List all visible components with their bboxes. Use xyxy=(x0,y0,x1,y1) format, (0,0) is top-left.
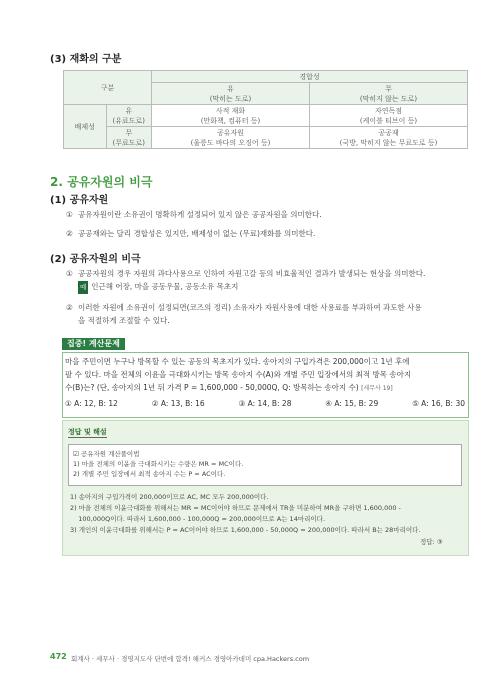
section-2-title: 2. 공유자원의 비극 xyxy=(50,175,153,189)
page-number: 472 xyxy=(50,652,67,661)
example-tag: 예 xyxy=(78,281,88,294)
calc-source: [세무사 19] xyxy=(361,385,393,392)
example-text: 인근해 어장, 마을 공동우물, 공동소유 목초지 xyxy=(91,282,239,291)
choices-row xyxy=(65,397,465,410)
sub1-item-1-num: ① xyxy=(66,210,73,219)
choice-1: ① A: 12, B: 12 xyxy=(65,399,118,408)
natural-monopoly-example: (케이블 티브이 등) xyxy=(359,116,418,125)
method-title: ☑ 공유자원 계산풀이법 xyxy=(73,450,140,458)
excl-no-cell xyxy=(106,127,152,149)
public-good: 공공재 xyxy=(378,128,399,137)
rivalry-yes: 유 xyxy=(227,84,234,93)
table-header-rivalry: 경합성 xyxy=(152,71,468,83)
footer-text: 회계사 · 세무사 · 경영지도사 단번에 합격! 해커스 경영아카데미 cpa.Hackers.com xyxy=(71,655,310,663)
sub2-item-2-line1: 이러한 자원에 소유권이 설정되면(코즈의 정리) 소유자가 자원사용에 대한 사용료를 부과하여 과도한 사용 xyxy=(78,303,422,312)
answer-tag: 정답 및 해설 xyxy=(68,428,107,436)
excl-yes-sub: (유료도로) xyxy=(112,116,146,125)
sub1-item-2-text: 공공재와는 달리 경합성은 있지만, 배제성이 없는 (무료)재화를 의미한다. xyxy=(78,229,316,238)
sub2-item-2-num: ② xyxy=(66,303,73,312)
calc-line-1: 마을 주민이면 누구나 방목할 수 있는 공동의 목초지가 있다. 송아지의 구입가격은 200,000이고 1년 후에 xyxy=(65,357,410,366)
sub1-item-1-text: 공유자원이란 소유권이 명확하게 설정되어 있지 않은 공공자원을 의미한다. xyxy=(78,210,322,219)
rivalry-no: 무 xyxy=(385,84,392,93)
sub2-item-2-line2: 을 적절하게 조절할 수 있다. xyxy=(78,316,170,325)
table-header-excludability: 배제성 xyxy=(64,105,107,149)
sub1-item-2-num: ② xyxy=(66,229,73,238)
calc-problem-box xyxy=(62,352,469,418)
sub1-item-1 xyxy=(66,208,322,221)
goods-classification-table xyxy=(63,70,468,149)
sub1-item-2 xyxy=(66,227,315,240)
sub2-item-1 xyxy=(66,267,425,280)
rivalry-no-cell xyxy=(310,83,468,105)
public-good-example: (국방, 막히지 않는 무료도로 등) xyxy=(339,138,438,147)
solution-line-2: 2) 마을 전체의 이윤극대화를 위해서는 MR = MC이어야 하므로 문제에서 TR을 미분하여 MR을 구하면 1,600,000 - xyxy=(70,504,401,512)
private-good: 사적 재화 xyxy=(215,106,246,115)
solution-text xyxy=(70,492,465,536)
choice-4: ④ A: 15, B: 29 xyxy=(325,399,379,408)
common-resource-example: (울릉도 바다의 오징어 등) xyxy=(190,138,271,147)
common-resource-cell xyxy=(152,127,310,149)
rivalry-yes-sub: (막히는 도로) xyxy=(209,94,252,103)
method-content xyxy=(73,449,243,479)
sub2-item-2 xyxy=(66,301,471,327)
sub2-example xyxy=(78,280,238,294)
excl-no: 무 xyxy=(125,128,133,137)
excl-yes-cell xyxy=(106,105,152,127)
private-good-example: (만화책, 컴퓨터 등) xyxy=(200,116,261,125)
sub2-item-1-text: 공공자원의 경우 자원의 과다사용으로 인하여 자원고갈 등의 비효율적인 결과가 발생되는 현상을 의미한다. xyxy=(78,269,426,278)
section-heading-3: (3) 재화의 구분 xyxy=(50,54,122,65)
excl-yes: 유 xyxy=(125,106,133,115)
natural-monopoly-cell xyxy=(310,105,468,127)
common-resource: 공유자원 xyxy=(216,128,245,137)
rivalry-yes-cell xyxy=(152,83,310,105)
excl-no-sub: (무료도로) xyxy=(112,138,146,147)
method-line-1: 1) 마을 전체의 이윤을 극대화시키는 수량은 MR = MC이다. xyxy=(73,460,244,468)
choice-5: ⑤ A: 16, B: 30 xyxy=(412,399,465,408)
choice-2: ② A: 13, B: 16 xyxy=(151,399,205,408)
table-header-category: 구분 xyxy=(64,71,152,105)
calc-line-3 xyxy=(65,381,465,395)
calc-line-3-text: 수(B)는? (단, 송아지의 1년 뒤 가격 P = 1,600,000 - 50,000Q, Q: 방목하는 송아지 수) xyxy=(65,383,359,392)
natural-monopoly: 자연독점 xyxy=(374,106,403,115)
solution-line-1: 1) 송아지의 구입가격이 200,000이므로 AC, MC 모두 200,000이다. xyxy=(70,493,269,501)
choice-3: ③ A: 14, B: 28 xyxy=(238,399,292,408)
sub2-item-1-num: ① xyxy=(66,269,73,278)
calc-problem-text xyxy=(65,355,465,395)
method-box xyxy=(68,444,462,486)
public-good-cell xyxy=(310,127,468,149)
private-good-cell xyxy=(152,105,310,127)
solution-line-3: 100,000Q이다. 따라서 1,600,000 - 100,000Q = 200,000이므로 A는 14마리이다. xyxy=(70,515,326,523)
answer-final: 정답: ③ xyxy=(420,538,443,546)
subsection-2-title: (2) 공유자원의 비극 xyxy=(50,254,141,265)
subsection-1-title: (1) 공유자원 xyxy=(50,195,109,206)
method-line-2: 2) 개별 주민 입장에서 최적 송아지 수는 P = AC이다. xyxy=(73,470,226,478)
rivalry-no-sub: (막히지 않는 도로) xyxy=(359,94,418,103)
calc-problem-label: 집중! 계산문제 xyxy=(62,338,125,350)
calc-line-2: 팔 수 있다. 마을 전체의 이윤을 극대화시키는 방목 송아지 수(A)와 개별 주민 입장에서의 최적 방목 송아지 xyxy=(65,370,412,379)
solution-line-4: 3) 개인의 이윤극대화를 위해서는 P = AC이어야 하므로 1,600,000 - 50,000Q = 200,000이다. 따라서 B는 28마리이다. xyxy=(70,526,421,534)
